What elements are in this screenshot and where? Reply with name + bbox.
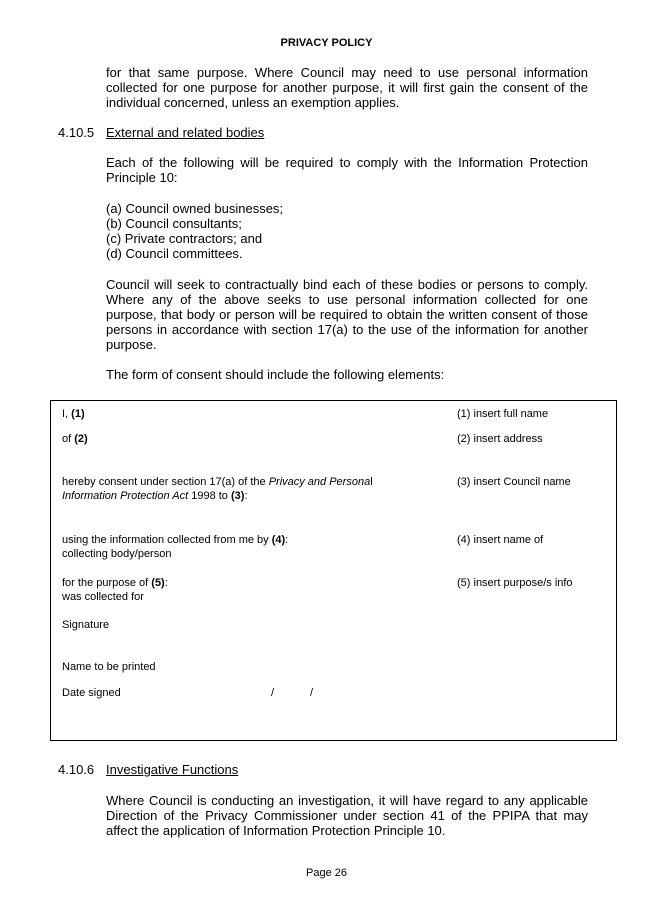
form-note-1: (1) insert full name [457, 408, 549, 420]
section-number-4-10-5: 4.10.5 [58, 125, 95, 140]
form-row-purpose: for the purpose of (5): was collected for [62, 577, 168, 603]
consent-form-box [50, 400, 617, 741]
list-item: (d) Council committees. [106, 246, 243, 261]
form-row-full-name: I, (1) [62, 408, 85, 420]
date-separator: / [271, 687, 275, 699]
form-row-signature: Signature [62, 619, 110, 631]
section-title-external-bodies: External and related bodies [106, 125, 265, 140]
section-4-10-6-paragraph: Where Council is conducting an investigation, it will have regard to any applicable Direction of the Privacy Commissioner under section 41 of the PPIPA that may affect the application of Information Protection Principle 10. [106, 793, 588, 838]
section-4-10-5-paragraph-2: Council will seek to contractually bind each of these bodies or persons to comply. Where any of the above seeks to use personal information collected for one purpose, that body or person will be required to obtain the written consent of those persons in accordance with section 17(a) to the use of the information for another purpose. [106, 277, 588, 352]
form-note-4: (4) insert name of [457, 534, 544, 546]
intro-paragraph: for that same purpose. Where Council may need to use personal information collected for one purpose for another purpose, it will first gain the consent of the individual concerned, unless an exemption applies. [106, 65, 588, 110]
list-item: (c) Private contractors; and [106, 231, 263, 246]
date-separator: / [310, 687, 314, 699]
form-row-date-signed: Date signed [62, 687, 121, 699]
list-item: (b) Council consultants; [106, 216, 242, 231]
page-number: Page 26 [306, 867, 347, 879]
section-number-4-10-6: 4.10.6 [58, 762, 95, 777]
section-title-investigative-functions: Investigative Functions [106, 762, 239, 777]
form-note-2: (2) insert address [457, 433, 543, 445]
section-4-10-5-paragraph-3: The form of consent should include the following elements: [106, 367, 445, 382]
page-header: PRIVACY POLICY [280, 37, 373, 49]
form-row-name-printed: Name to be printed [62, 661, 156, 673]
form-row-collecting-body: using the information collected from me by (4): collecting body/person [62, 534, 289, 560]
section-4-10-5-paragraph-1: Each of the following will be required to comply with the Information Protection Principle 10: [106, 155, 588, 185]
form-note-5: (5) insert purpose/s info [457, 577, 573, 589]
form-note-3: (3) insert Council name [457, 476, 571, 488]
form-row-address: of (2) [62, 433, 88, 445]
list-item: (a) Council owned businesses; [106, 201, 284, 216]
form-row-consent-council: hereby consent under section 17(a) of the Privacy and Personal Information Protection Act 1998 to (3): [62, 476, 373, 502]
bodies-list [106, 201, 283, 261]
